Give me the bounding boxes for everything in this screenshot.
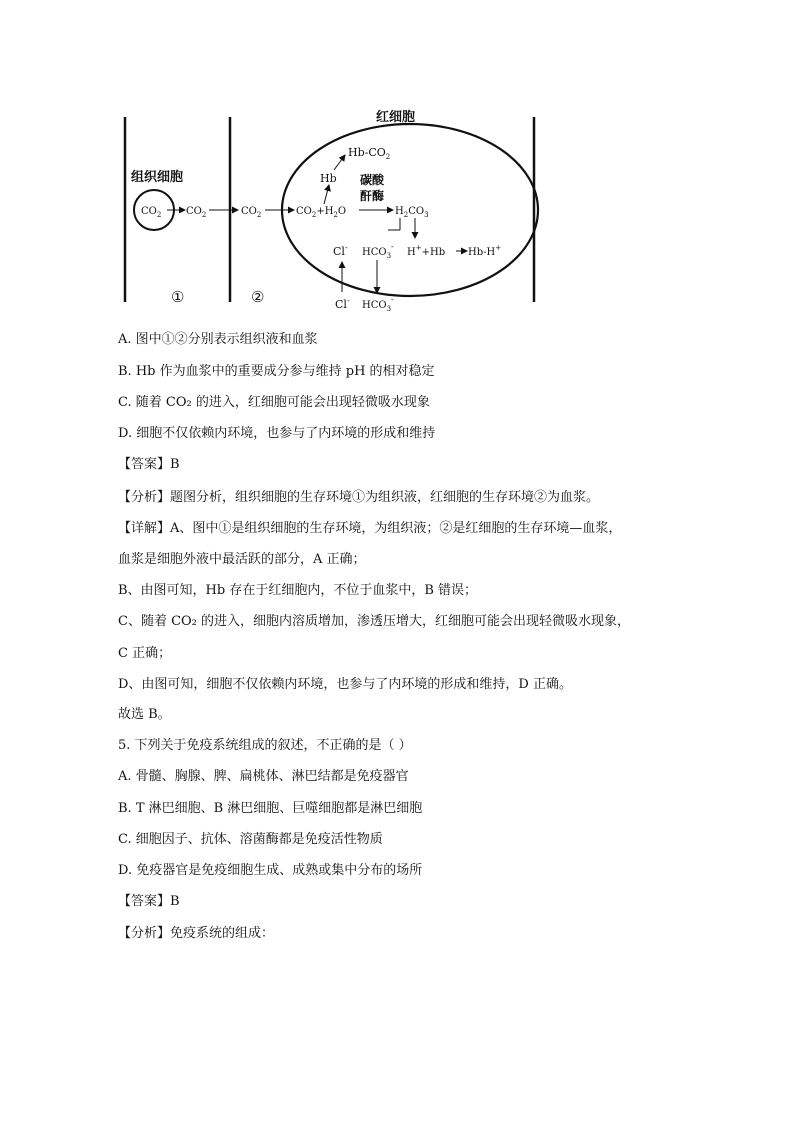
enzyme-label-1: 碳酸 (360, 173, 385, 187)
detail-a-1: 【详解】A、图中①是组织细胞的生存环境，为组织液；②是红细胞的生存环境—血浆， (118, 521, 622, 536)
h-plus-hb: H++Hb (407, 244, 446, 258)
q5-option-c: C. 细胞因子、抗体、溶菌酶都是免疫活性物质 (118, 832, 383, 847)
q5-option-b: B. T 淋巴细胞、B 淋巴细胞、巨噬细胞都是淋巴细胞 (118, 801, 423, 816)
option-b: B. Hb 作为血浆中的重要成分参与维持 pH 的相对稳定 (118, 364, 435, 379)
q5-option-a: A. 骨髓、胸腺、脾、扁桃体、淋巴结都是免疫器官 (118, 769, 409, 784)
detail-b: B、由图可知，Hb 存在于红细胞内，不位于血浆中，B 错误； (118, 583, 478, 598)
hco3-inside: $HCO_3^-$ (362, 242, 394, 260)
q5-answer: 【答案】B (118, 894, 180, 909)
hco3-outside: $HCO_3^-$ (362, 295, 394, 313)
question-5: 5. 下列关于免疫系统组成的叙述，不正确的是（ ） (118, 738, 412, 753)
conclusion: 故选 B。 (118, 707, 171, 722)
h2co3-label: $H_2CO_3$ (395, 206, 429, 219)
region-2-label: ② (251, 288, 265, 306)
arrow-to-hb (324, 185, 329, 204)
hb-h-label: Hb-H+ (468, 244, 502, 258)
hb-co2-label: $Hb-CO_2$ (348, 146, 391, 161)
option-a: A. 图中①②分别表示组织液和血浆 (118, 332, 318, 347)
detail-c-2: C 正确； (118, 646, 172, 661)
co2-plasma: $CO_2$ (241, 206, 262, 219)
detail-d: D、由图可知，细胞不仅依赖内环境，也参与了内环境的形成和维持，D 正确。 (118, 677, 572, 692)
co2-tissue-fluid: $CO_2$ (186, 206, 207, 219)
co2-tissue: $CO_2$ (141, 206, 162, 219)
detail-a-2: 血浆是细胞外液中最活跃的部分，A 正确； (118, 552, 366, 567)
hb-label: Hb (320, 172, 337, 185)
region-1-label: ① (171, 288, 185, 306)
co2-h2o: $CO_2+H_2O$ (296, 206, 347, 219)
option-c: C. 随着 CO₂ 的进入，红细胞可能会出现轻微吸水现象 (118, 395, 430, 410)
q5-analysis: 【分析】免疫系统的组成： (118, 926, 275, 941)
cl-outside: Cl- (335, 296, 350, 311)
analysis: 【分析】题图分析，组织细胞的生存环境①为组织液，红细胞的生存环境②为血浆。 (118, 490, 600, 505)
answer: 【答案】B (118, 457, 180, 472)
tissue-cell-label: 组织细胞 (131, 170, 184, 185)
detail-c-1: C、随着 CO₂ 的进入，细胞内溶质增加，渗透压增大，红细胞可能会出现轻微吸水现象， (118, 614, 631, 629)
cl-inside: Cl- (333, 243, 348, 258)
rbc-label: 红细胞 (376, 110, 416, 125)
option-d: D. 细胞不仅依赖内环境，也参与了内环境的形成和维持 (118, 426, 436, 441)
red-blood-cell-diagram (110, 100, 550, 315)
arrow-to-hb-co2 (334, 155, 345, 170)
q5-option-d: D. 免疫器官是免疫细胞生成、成熟或集中分布的场所 (118, 863, 423, 878)
enzyme-label-2: 酐酶 (360, 189, 385, 203)
